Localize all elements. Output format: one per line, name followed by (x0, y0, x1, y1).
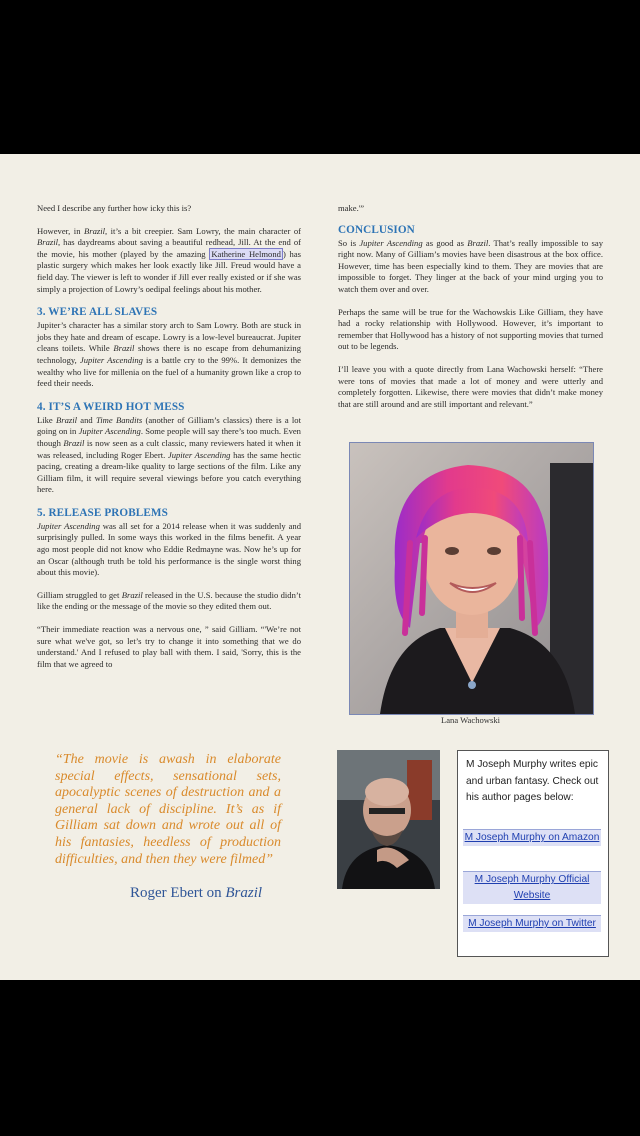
paragraph: Perhaps the same will be true for the Wachowskis Like Gilliam, they have had a rocky relationship with Hollywood. However, it’s important to remember that Hollywood has a history of not supporting movies that turned out to be legends. (338, 306, 603, 352)
katherine-helmond-link[interactable]: Katherine Helmond (211, 248, 281, 259)
conclusion-heading: CONCLUSION (338, 223, 415, 236)
paragraph: However, in Brazil, it’s a bit creepier. Sam Lowry, the main character of Brazil, has daydreams about saving a beautiful redhead, Jill. At the end of the movie, his mother (played by the amazing Katherine Helmond ) has plastic surgery which makes her look exactly like Jill. Freud would have a field day. The viewer is left to wonder if Jill ever really existed or if she was simply a projection of Lowry’s oedipal feelings about his mother. (37, 225, 302, 294)
paragraph: I’ll leave you with a quote directly from Lana Wachowski herself: “There were tons of movies that made a lot of money and were utterly and completely forgotten. Likewise, there were movies that didn’t make money that are still around and are still important and relevant.” (338, 363, 603, 409)
photo-caption: Lana Wachowski (440, 715, 501, 725)
author-info-box (457, 750, 609, 957)
paragraph: Need I describe any further how icky this is? (37, 203, 192, 213)
amazon-link[interactable]: M Joseph Murphy on Amazon (463, 829, 601, 846)
paragraph: So is Jupiter Ascending as good as Brazil. That’s really impossible to say right now. Many of Gilliam’s movies have been disastrous at the box office. However, time has been especially kind to them. They are movies that are impossible to forget. They linger at the back of your mind urging you to watch them over and over. (338, 237, 603, 294)
section-heading-5: 5. RELEASE PROBLEMS (37, 506, 168, 519)
paragraph: make.'” (338, 203, 365, 213)
author-portrait-illustration (337, 750, 440, 889)
section-heading-4: 4. IT’S A WEIRD HOT MESS (37, 400, 185, 413)
paragraph: Jupiter Ascending was all set for a 2014 release when it was suddenly and surprisingly pulled. In some ways this worked in the films benefit. A year ago most people did not know who Eddie Redmayne was. Now he’s up for an Oscar (although truth be told his performance is the single worst thing about this movie). (37, 520, 301, 578)
paragraph: Like Brazil and Time Bandits (another of Gilliam’s classics) there is a lot going on in Jupiter Ascending. Some people will say there’s too much. Even though Brazil is now seen as a cult classic, many reviewers hated it when it was released, including Roger Ebert. Jupiter Ascending has the same hectic pacing, creating a dream-like quality to large sections of the film. Like any Gilliam film, it will require several viewings before you catch everything here. (37, 414, 301, 495)
author-photo (337, 750, 440, 889)
lana-wachowski-photo (349, 442, 594, 715)
pull-quote: “The movie is awash in elaborate special effects, sensational sets, apocalyptic scenes of destruction and a general lack of discipline. It’s as if Gilliam sat down and wrote out all of his fantasies, heedless of production difficulties, and then they were filmed” (55, 752, 281, 867)
official-website-link[interactable]: M Joseph Murphy Official Website (463, 871, 601, 904)
right-column (338, 203, 603, 421)
quote-attribution: Roger Ebert on Brazil (130, 885, 263, 901)
magazine-page (0, 154, 640, 980)
twitter-link[interactable]: M Joseph Murphy on Twitter (463, 915, 601, 932)
paragraph: Jupiter’s character has a similar story arch to Sam Lowry. Both are stuck in jobs they hate and dream of escape. Lowry is a low-level bureaucrat. Jupiter cleans toilets. While Brazil shows there is no escape from dehumanizing technology, Jupiter Ascending is a battle cry to the 99%. It demonizes the wealthy who live for millenia on the fuel of a humanity grown like a crop to feed their needs. (37, 320, 301, 389)
section-heading-3: 3. WE’RE ALL SLAVES (37, 306, 158, 319)
paragraph: Gilliam struggled to get Brazil released in the U.S. because the studio didn’t like the ending or the message of the movie so they edited them out. (37, 589, 301, 612)
portrait-illustration (350, 443, 593, 714)
left-column (37, 203, 301, 681)
author-intro: M Joseph Murphy writes epic and urban fantasy. Check out his author pages below: (466, 759, 599, 803)
paragraph: “Their immediate reaction was a nervous one, ” said Gilliam. “'We’re not sure what we've got, so let’s try to change it into something that we do understand.' And I refused to play ball with them. I said, 'Sorry, this is the film that we agreed to (37, 624, 301, 669)
